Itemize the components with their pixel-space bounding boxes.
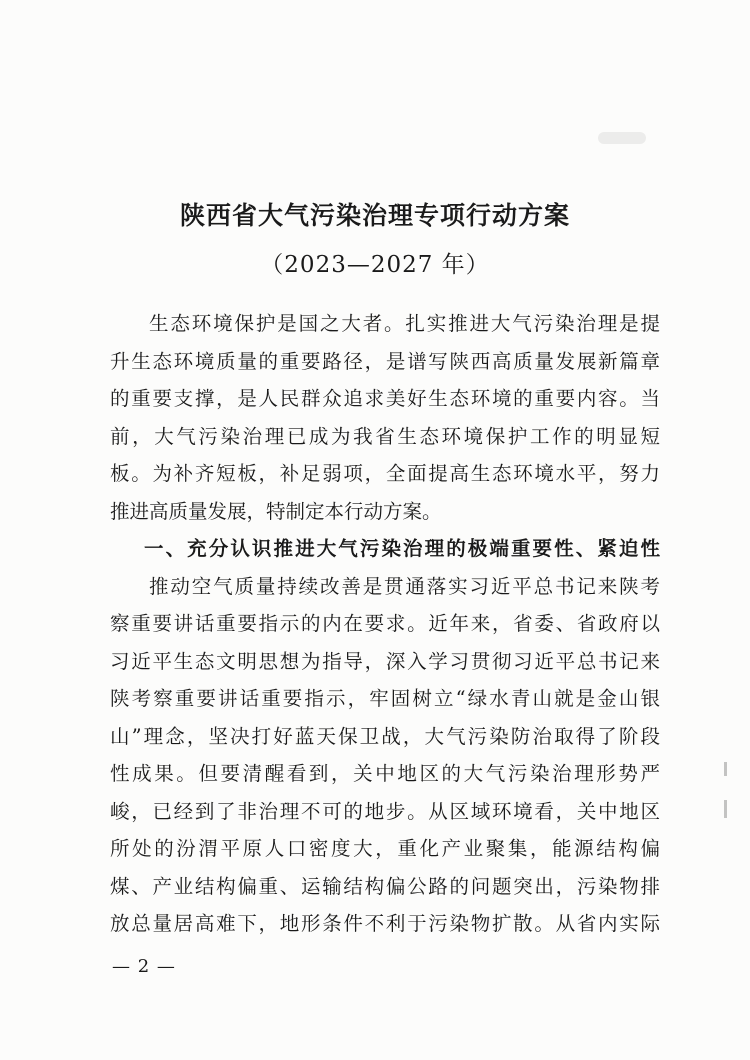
paragraph-line: 推进高质量发展，特制定本行动方案。 <box>110 499 442 523</box>
section-heading: 一、充分认识推进大气污染治理的极端重要性、紧迫性 <box>144 537 660 560</box>
paragraph-line: 察重要讲话重要指示的内在要求。近年来，省委、省政府以 <box>110 612 660 635</box>
paragraph-line: 放总量居高难下，地形条件不利于污染物扩散。从省内实际 <box>110 912 660 935</box>
paragraph-line: 的重要支撑，是人民群众追求美好生态环境的重要内容。当 <box>110 387 660 410</box>
paragraph-line: 性成果。但要清醒看到，关中地区的大气污染治理形势严 <box>110 762 660 785</box>
paragraph-line: 煤、产业结构偏重、运输结构偏公路的问题突出，污染物排 <box>110 874 660 898</box>
scan-edge-mark <box>724 762 727 776</box>
document-subtitle: （2023—2027 年） <box>260 252 490 278</box>
paragraph-line: 生态环境保护是国之大者。扎实推进大气污染治理是提 <box>149 312 660 335</box>
paragraph-line: 前，大气污染治理已成为我省生态环境保护工作的明显短 <box>110 424 660 448</box>
paragraph-line: 习近平生态文明思想为指导，深入学习贯彻习近平总书记来 <box>110 649 660 673</box>
paragraph-line: 山”理念，坚决打好蓝天保卫战，大气污染防治取得了阶段 <box>110 724 660 748</box>
paragraph-line: 升生态环境质量的重要路径，是谱写陕西高质量发展新篇章 <box>110 349 660 373</box>
document-title: 陕西省大气污染治理专项行动方案 <box>179 201 570 230</box>
paragraph-line: 峻，已经到了非治理不可的地步。从区域环境看，关中地区 <box>110 799 660 823</box>
paragraph-line: 推动空气质量持续改善是贯通落实习近平总书记来陕考 <box>149 574 660 598</box>
paragraph-line: 所处的汾渭平原人口密度大，重化产业聚集，能源结构偏 <box>110 837 660 860</box>
scan-smudge <box>598 132 646 144</box>
paragraph-line: 板。为补齐短板，补足弱项，全面提高生态环境水平，努力 <box>110 462 660 485</box>
scan-edge-mark <box>724 800 727 818</box>
page-number: — 2 — <box>112 956 176 977</box>
document-body <box>110 305 660 943</box>
paragraph-line: 陕考察重要讲话重要指示，牢固树立“绿水青山就是金山银 <box>110 687 660 710</box>
